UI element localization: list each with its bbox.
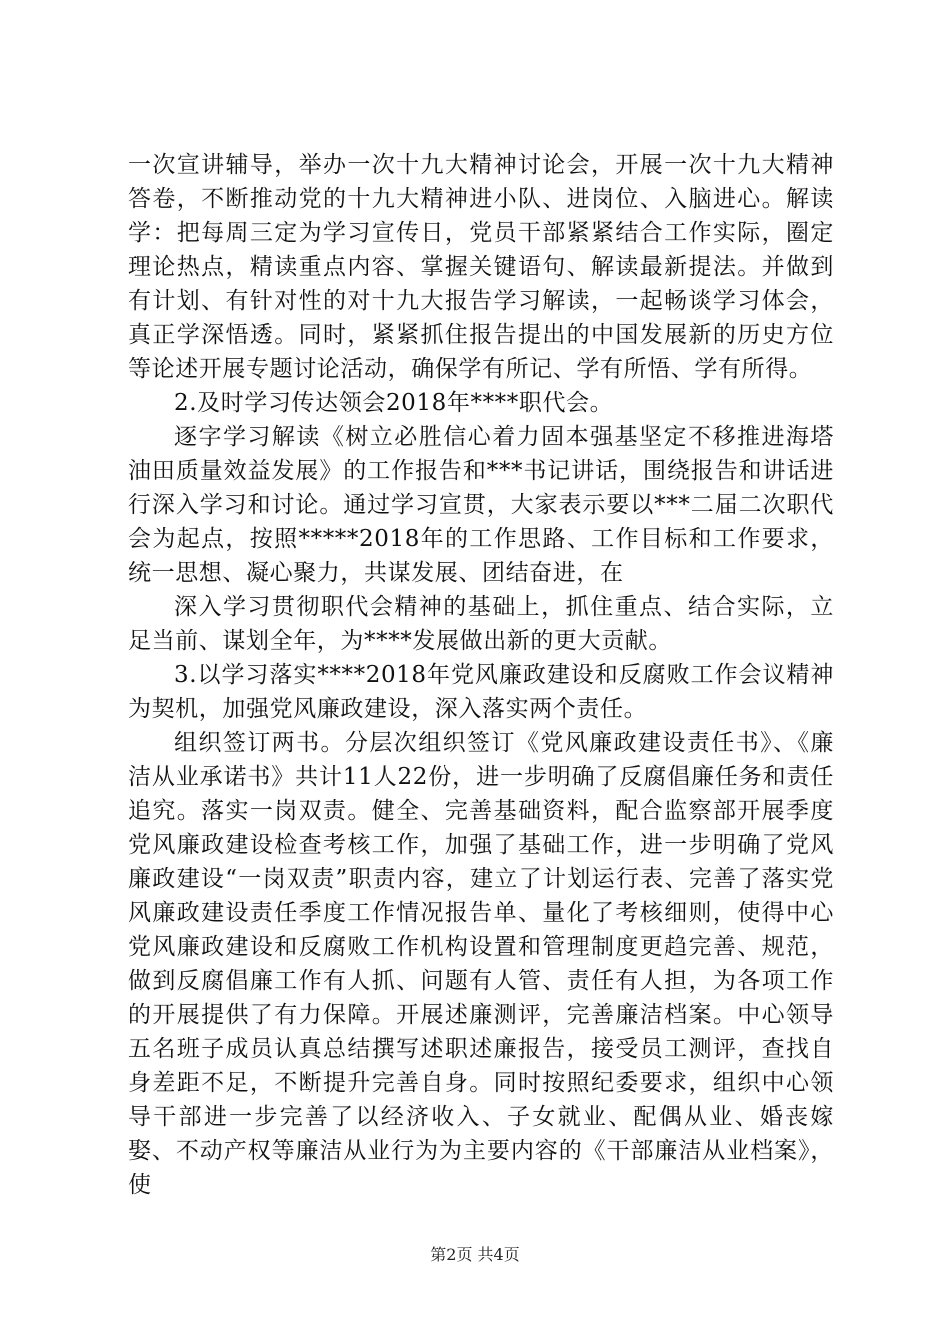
paragraph-congress-spirit: 深入学习贯彻职代会精神的基础上，抓住重点、结合实际，立足当前、谋划全年，为****发展做出新的更大贡献。	[128, 594, 834, 654]
paragraph-integrity-work: 组织签订两书。分层次组织签订《党风廉政建设责任书》、《廉洁从业承诺书》共计11人22份，进一步明确了反腐倡廉任务和责任追究。落实一岗双责。健全、完善基础资料，配合监察部开展季度党风廉政建设检查考核工作，加强了基础工作，进一步明确了党风廉政建设“一岗双责”职责内容，建立了计划运行表、完善了落实党风廉政建设责任季度工作情况报告单、量化了考核细则，使得中心党风廉政建设和反腐败工作机构设置和管理制度更趋完善、规范，做到反腐倡廉工作有人抓、问题有人管、责任有人担，为各项工作的开展提供了有力保障。开展述廉测评，完善廉洁档案。中心领导五名班子成员认真总结撰写述职述廉报告，接受员工测评，查找自身差距不足，不断提升完善自身。同时按照纪委要求，组织中心领导干部进一步完善了以经济收入、子女就业、配偶从业、婚丧嫁娶、不动产权等廉洁从业行为为主要内容的《干部廉洁从业档案》，使	[128, 730, 834, 1198]
paragraph-heading-2: 2.及时学习传达领会2018年****职代会。	[174, 390, 614, 416]
paragraph-heading-3: 3.以学习落实****2018年党风廉政建设和反腐败工作会议精神为契机，加强党风廉政建设，深入落实两个责任。	[128, 662, 834, 722]
document-body	[128, 148, 834, 1202]
paragraph-congress-study: 逐字学习解读《树立必胜信心着力固本强基坚定不移推进海塔油田质量效益发展》的工作报告和***书记讲话，围绕报告和讲话进行深入学习和讨论。通过学习宣贯，大家表示要以***二届二次职代会为起点，按照*****2018年的工作思路、工作目标和工作要求，统一思想、凝心聚力，共谋发展、团结奋进，在	[128, 424, 834, 586]
paragraph-study-continuation: 一次宣讲辅导，举办一次十九大精神讨论会，开展一次十九大精神答卷，不断推动党的十九大精神进小队、进岗位、入脑进心。解读学：把每周三定为学习宣传日，党员干部紧紧结合工作实际，圈定理论热点，精读重点内容、掌握关键语句、解读最新提法。并做到有计划、有针对性的对十九大报告学习解读，一起畅谈学习体会，真正学深悟透。同时，紧紧抓住报告提出的中国发展新的历史方位等论述开展专题讨论活动，确保学有所记、学有所悟、学有所得。	[128, 152, 834, 382]
page-footer: 第2页 共4页	[430, 1245, 520, 1264]
